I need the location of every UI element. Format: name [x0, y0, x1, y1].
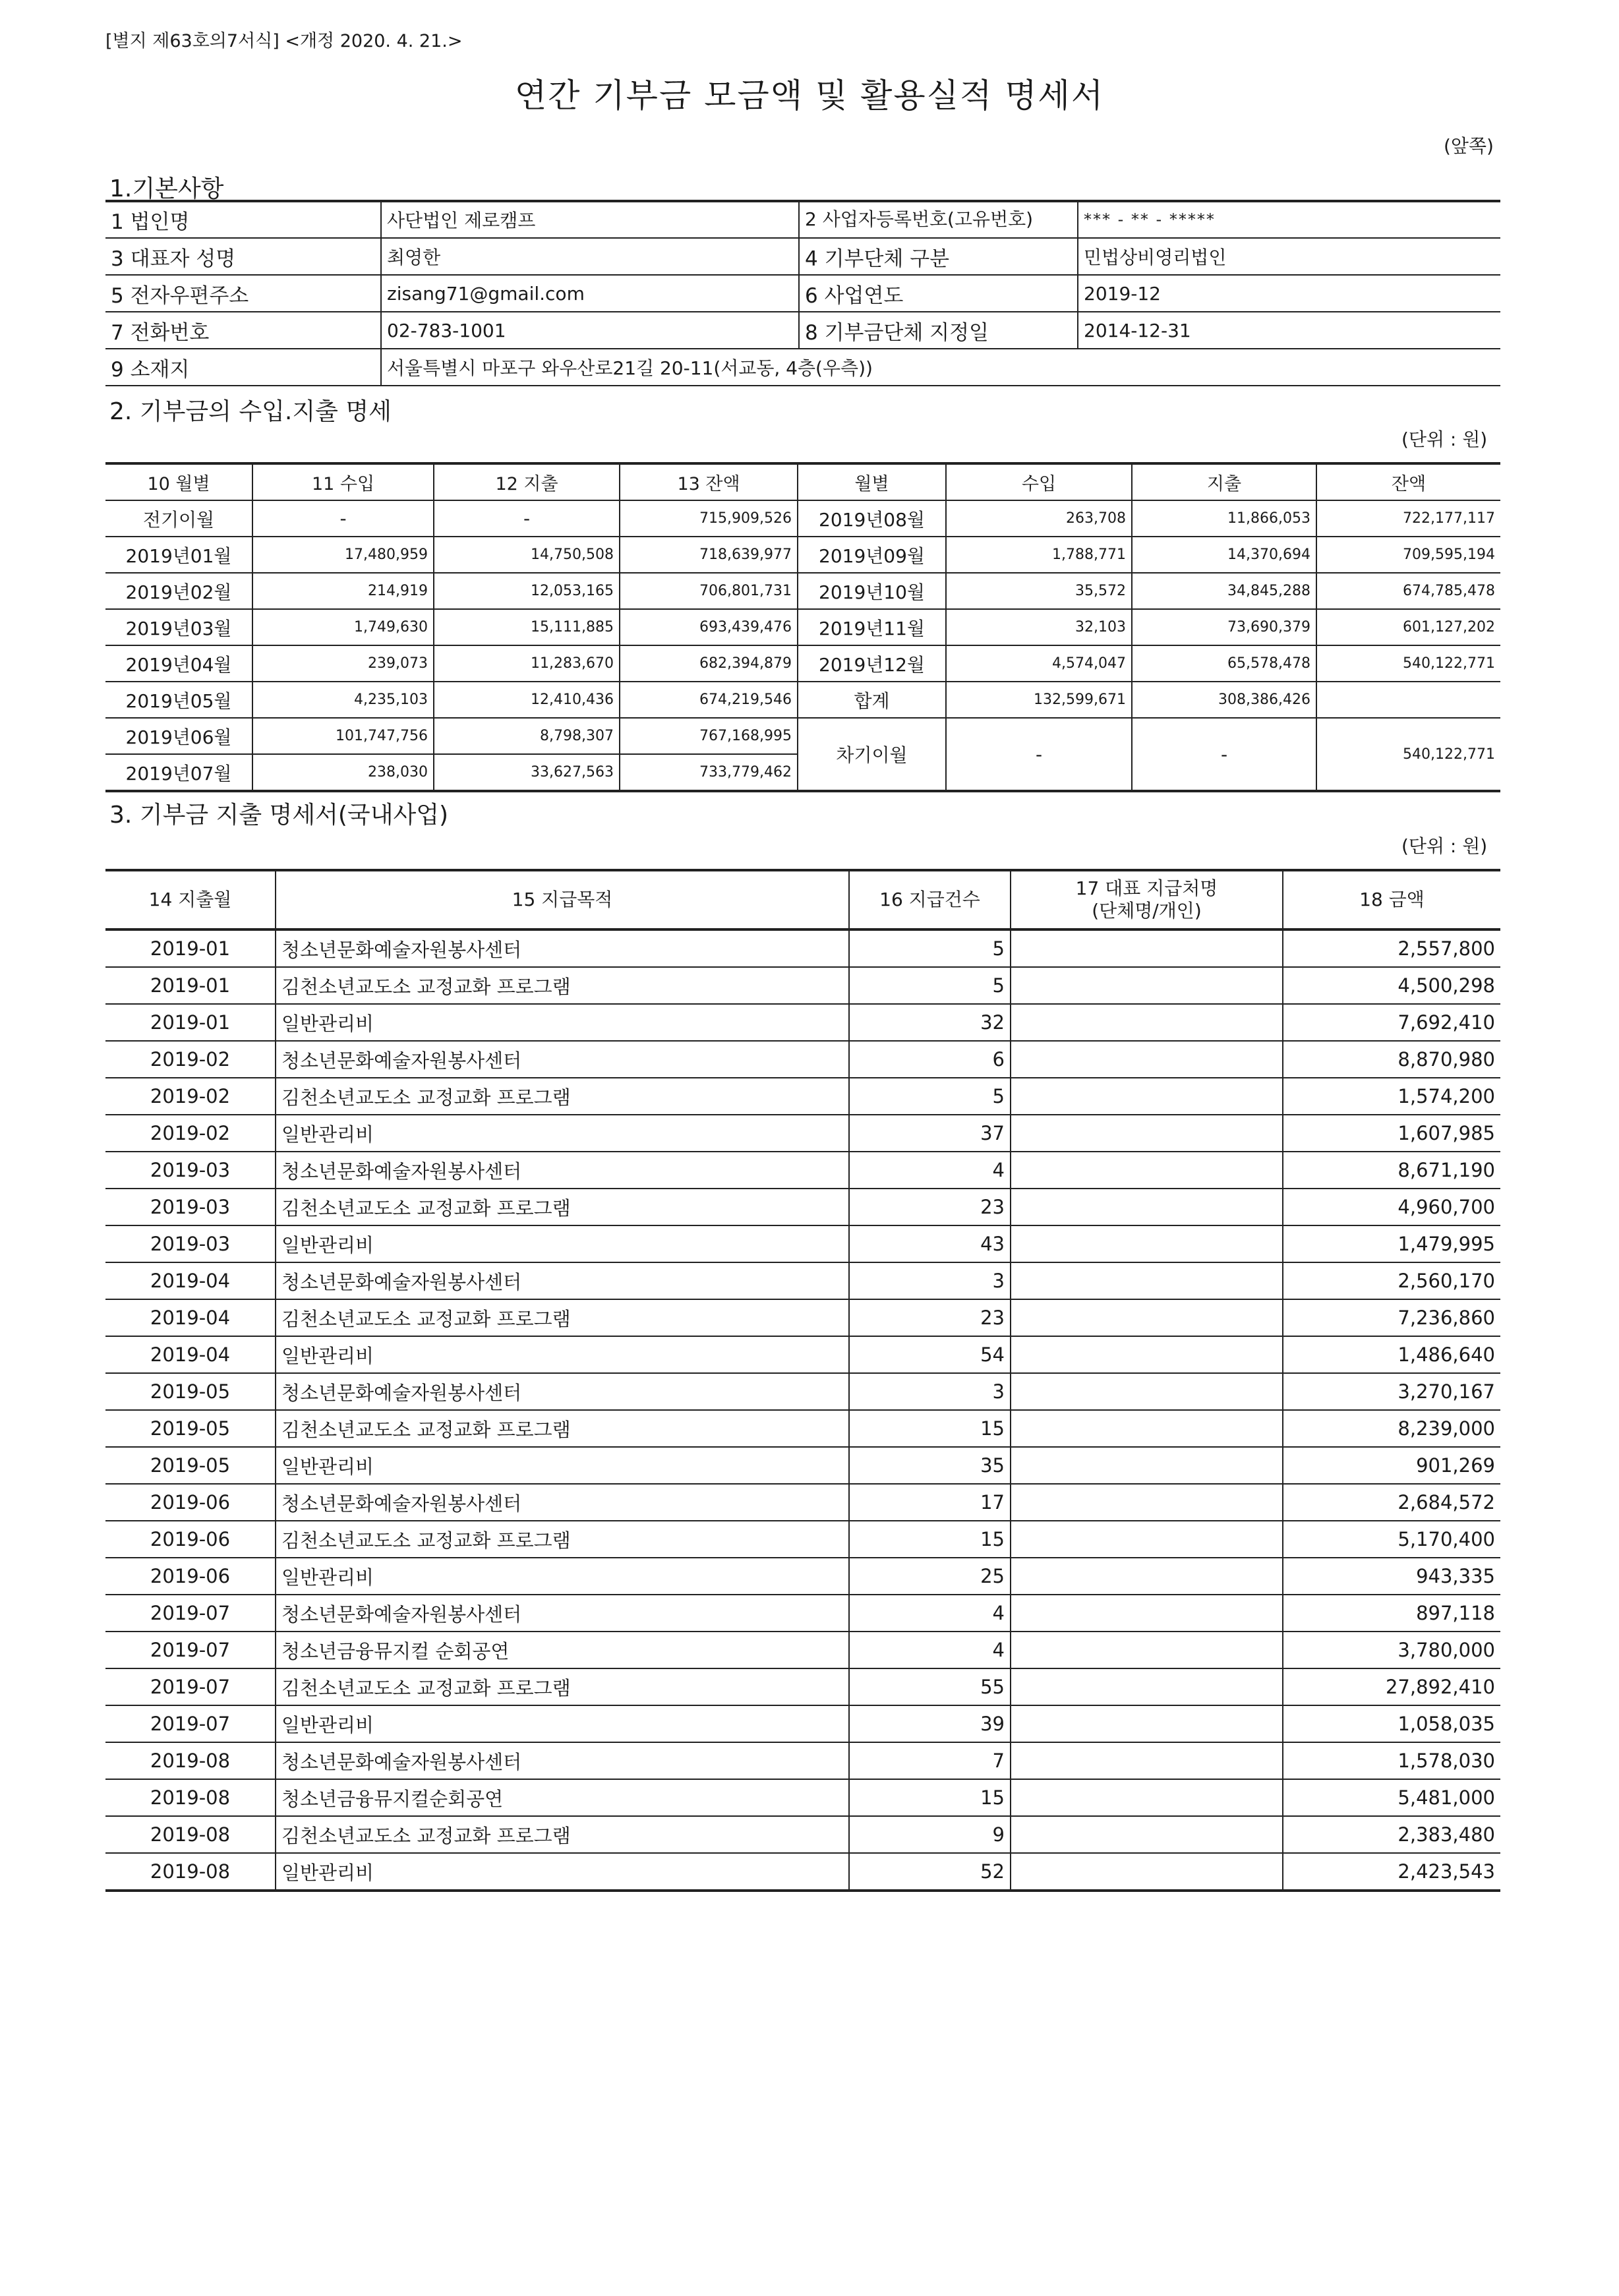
month-cell: 2019년04월	[105, 645, 252, 682]
month-cell: 2019-05	[105, 1447, 276, 1484]
address-label: 9 소재지	[105, 349, 381, 386]
table-row	[105, 1853, 1500, 1891]
payee-cell	[1011, 1447, 1283, 1484]
income-cell: 263,708	[946, 500, 1132, 537]
amount-cell: 943,335	[1283, 1558, 1500, 1595]
purpose-cell: 일반관리비	[276, 1004, 849, 1041]
payee-cell	[1011, 1779, 1283, 1816]
amount-cell: 7,236,860	[1283, 1299, 1500, 1336]
purpose-cell: 청소년문화예술자원봉사센터	[276, 1373, 849, 1410]
header-cell: 잔액	[1316, 463, 1500, 500]
purpose-cell: 김천소년교도소 교정교화 프로그램	[276, 967, 849, 1004]
count-cell: 5	[849, 967, 1011, 1004]
amount-cell: 4,500,298	[1283, 967, 1500, 1004]
purpose-cell: 김천소년교도소 교정교화 프로그램	[276, 1816, 849, 1853]
header-cell: 14 지출월	[105, 870, 276, 929]
month-cell: 2019-06	[105, 1558, 276, 1595]
balance-cell: 601,127,202	[1316, 609, 1500, 645]
expenditure-header-row	[105, 870, 1500, 929]
month-cell: 2019-05	[105, 1410, 276, 1447]
table-row	[105, 1595, 1500, 1632]
month-cell: 2019-04	[105, 1336, 276, 1373]
payee-cell	[1011, 929, 1283, 967]
month-cell: 전기이월	[105, 500, 252, 537]
payee-cell	[1011, 1484, 1283, 1521]
month-cell: 2019-08	[105, 1853, 276, 1891]
amount-cell: 8,239,000	[1283, 1410, 1500, 1447]
section3-title: 3. 기부금 지출 명세서(국내사업)	[109, 802, 449, 829]
month-cell: 2019-08	[105, 1816, 276, 1853]
corp-name-value: 사단법인 제로캠프	[381, 202, 799, 238]
payee-cell	[1011, 1816, 1283, 1853]
purpose-cell: 청소년문화예술자원봉사센터	[276, 1742, 849, 1779]
table-row	[105, 500, 1500, 537]
table-row	[105, 1632, 1500, 1668]
purpose-cell: 김천소년교도소 교정교화 프로그램	[276, 1189, 849, 1225]
income-cell: 239,073	[252, 645, 434, 682]
income-header-row	[105, 463, 1500, 500]
balance-cell: 540,122,771	[1316, 645, 1500, 682]
count-cell: 35	[849, 1447, 1011, 1484]
purpose-cell: 일반관리비	[276, 1558, 849, 1595]
purpose-cell: 청소년문화예술자원봉사센터	[276, 1262, 849, 1299]
expense-cell: 73,690,379	[1132, 609, 1316, 645]
count-cell: 17	[849, 1484, 1011, 1521]
amount-cell: 901,269	[1283, 1447, 1500, 1484]
month-cell: 2019-01	[105, 929, 276, 967]
payee-cell	[1011, 1041, 1283, 1078]
payee-cell	[1011, 1853, 1283, 1891]
table-row	[105, 929, 1500, 967]
income-total-cell: 132,599,671	[946, 682, 1132, 718]
purpose-cell: 일반관리비	[276, 1705, 849, 1742]
address-value: 서울특별시 마포구 와우산로21길 20-11(서교동, 4층(우측))	[381, 349, 1500, 386]
header-cell: 13 잔액	[620, 463, 798, 500]
income-cell: 4,574,047	[946, 645, 1132, 682]
table-row	[105, 718, 1500, 754]
expense-cell: 12,410,436	[434, 682, 620, 718]
expense-cell: 8,798,307	[434, 718, 620, 754]
amount-cell: 2,560,170	[1283, 1262, 1500, 1299]
table-row	[105, 1521, 1500, 1558]
basic-row	[105, 238, 1500, 275]
table-row	[105, 1742, 1500, 1779]
month-cell: 2019-05	[105, 1373, 276, 1410]
purpose-cell: 청소년문화예술자원봉사센터	[276, 1484, 849, 1521]
balance-cell: 706,801,731	[620, 573, 798, 609]
month-cell: 2019년12월	[798, 645, 946, 682]
header-cell: 지출	[1132, 463, 1316, 500]
purpose-cell: 청소년금융뮤지컬 순회공연	[276, 1632, 849, 1668]
count-cell: 9	[849, 1816, 1011, 1853]
count-cell: 3	[849, 1373, 1011, 1410]
amount-cell: 1,578,030	[1283, 1742, 1500, 1779]
phone-label: 7 전화번호	[105, 312, 381, 349]
payee-cell	[1011, 1004, 1283, 1041]
month-cell: 2019-07	[105, 1595, 276, 1632]
income-cell: 4,235,103	[252, 682, 434, 718]
table-row	[105, 1410, 1500, 1447]
amount-cell: 1,574,200	[1283, 1078, 1500, 1115]
phone-value: 02-783-1001	[381, 312, 799, 349]
income-cell: -	[252, 500, 434, 537]
table-row	[105, 1115, 1500, 1152]
income-cell: 238,030	[252, 754, 434, 791]
purpose-cell: 일반관리비	[276, 1447, 849, 1484]
expense-cell: 33,627,563	[434, 754, 620, 791]
count-cell: 43	[849, 1225, 1011, 1262]
month-cell: 2019-06	[105, 1484, 276, 1521]
balance-cell: 715,909,526	[620, 500, 798, 537]
month-cell: 2019년09월	[798, 537, 946, 573]
page-title: 연간 기부금 모금액 및 활용실적 명세서	[514, 76, 1105, 115]
expense-cell: 12,053,165	[434, 573, 620, 609]
balance-cell: 767,168,995	[620, 718, 798, 754]
header-cell: 17 대표 지급처명 (단체명/개인)	[1011, 870, 1283, 929]
amount-cell: 8,671,190	[1283, 1152, 1500, 1189]
table-row	[105, 1299, 1500, 1336]
org-type-value: 민법상비영리법인	[1078, 238, 1500, 275]
payee-cell	[1011, 1558, 1283, 1595]
purpose-cell: 김천소년교도소 교정교화 프로그램	[276, 1410, 849, 1447]
section1-title: 1.기본사항	[109, 175, 224, 202]
basic-row	[105, 349, 1500, 386]
month-cell: 2019년10월	[798, 573, 946, 609]
month-cell: 2019-02	[105, 1115, 276, 1152]
expense-cell: -	[434, 500, 620, 537]
payee-cell	[1011, 1521, 1283, 1558]
count-cell: 3	[849, 1262, 1011, 1299]
amount-cell: 1,479,995	[1283, 1225, 1500, 1262]
amount-cell: 5,481,000	[1283, 1779, 1500, 1816]
carry-over-income-cell: -	[946, 718, 1132, 791]
month-cell: 2019년01월	[105, 537, 252, 573]
payee-cell	[1011, 1299, 1283, 1336]
amount-cell: 2,423,543	[1283, 1853, 1500, 1891]
month-cell: 2019-03	[105, 1225, 276, 1262]
header-cell: 수입	[946, 463, 1132, 500]
table-row	[105, 609, 1500, 645]
balance-total-cell	[1316, 682, 1500, 718]
month-cell: 2019년08월	[798, 500, 946, 537]
carry-over-balance-cell: 540,122,771	[1316, 718, 1500, 791]
count-cell: 4	[849, 1152, 1011, 1189]
payee-cell	[1011, 1705, 1283, 1742]
table-row	[105, 1225, 1500, 1262]
payee-cell	[1011, 1410, 1283, 1447]
count-cell: 4	[849, 1632, 1011, 1668]
balance-cell: 674,219,546	[620, 682, 798, 718]
header-cell: 월별	[798, 463, 946, 500]
payee-cell	[1011, 1262, 1283, 1299]
total-label-cell: 합계	[798, 682, 946, 718]
expense-cell: 14,750,508	[434, 537, 620, 573]
amount-cell: 3,270,167	[1283, 1373, 1500, 1410]
table-row	[105, 1373, 1500, 1410]
table-row	[105, 1041, 1500, 1078]
amount-cell: 2,383,480	[1283, 1816, 1500, 1853]
amount-cell: 5,170,400	[1283, 1521, 1500, 1558]
balance-cell: 693,439,476	[620, 609, 798, 645]
purpose-cell: 청소년문화예술자원봉사센터	[276, 1041, 849, 1078]
table-row	[105, 1558, 1500, 1595]
month-cell: 2019-01	[105, 967, 276, 1004]
month-cell: 2019년07월	[105, 754, 252, 791]
table-row	[105, 1668, 1500, 1705]
income-cell: 17,480,959	[252, 537, 434, 573]
month-cell: 2019-02	[105, 1078, 276, 1115]
email-value: zisang71@gmail.com	[381, 275, 799, 312]
amount-cell: 3,780,000	[1283, 1632, 1500, 1668]
month-cell: 2019-01	[105, 1004, 276, 1041]
payee-cell	[1011, 1668, 1283, 1705]
payee-cell	[1011, 1742, 1283, 1779]
page-side-label: (앞쪽)	[1444, 135, 1494, 157]
expense-cell: 15,111,885	[434, 609, 620, 645]
reg-no-label: 2 사업자등록번호(고유번호)	[799, 202, 1078, 238]
month-cell: 2019-03	[105, 1152, 276, 1189]
table-row	[105, 1447, 1500, 1484]
basic-info-table	[105, 202, 1500, 386]
table-row	[105, 645, 1500, 682]
income-cell: 1,749,630	[252, 609, 434, 645]
payee-cell	[1011, 1632, 1283, 1668]
form-number: [별지 제63호의7서식] <개정 2020. 4. 21.>	[105, 31, 463, 51]
amount-cell: 4,960,700	[1283, 1189, 1500, 1225]
purpose-cell: 김천소년교도소 교정교화 프로그램	[276, 1078, 849, 1115]
carry-over-label-cell: 차기이월	[798, 718, 946, 791]
rep-name-value: 최영한	[381, 238, 799, 275]
payee-cell	[1011, 1115, 1283, 1152]
table-row	[105, 1152, 1500, 1189]
purpose-cell: 청소년문화예술자원봉사센터	[276, 1152, 849, 1189]
basic-row	[105, 275, 1500, 312]
count-cell: 23	[849, 1299, 1011, 1336]
expense-cell: 14,370,694	[1132, 537, 1316, 573]
amount-cell: 2,557,800	[1283, 929, 1500, 967]
month-cell: 2019-03	[105, 1189, 276, 1225]
count-cell: 15	[849, 1779, 1011, 1816]
section2-title: 2. 기부금의 수입.지출 명세	[109, 398, 392, 425]
month-cell: 2019-08	[105, 1779, 276, 1816]
month-cell: 2019-07	[105, 1705, 276, 1742]
amount-cell: 8,870,980	[1283, 1041, 1500, 1078]
balance-cell: 674,785,478	[1316, 573, 1500, 609]
payee-cell	[1011, 1152, 1283, 1189]
section3-unit: (단위 : 원)	[1401, 835, 1488, 857]
payee-cell	[1011, 1336, 1283, 1373]
table-row	[105, 1336, 1500, 1373]
count-cell: 23	[849, 1189, 1011, 1225]
table-row	[105, 1779, 1500, 1816]
month-cell: 2019년03월	[105, 609, 252, 645]
amount-cell: 897,118	[1283, 1595, 1500, 1632]
purpose-cell: 청소년문화예술자원봉사센터	[276, 1595, 849, 1632]
basic-row	[105, 202, 1500, 238]
table-row	[105, 1078, 1500, 1115]
section2-unit: (단위 : 원)	[1401, 428, 1488, 450]
expense-total-cell: 308,386,426	[1132, 682, 1316, 718]
count-cell: 55	[849, 1668, 1011, 1705]
org-type-label: 4 기부단체 구분	[799, 238, 1078, 275]
count-cell: 4	[849, 1595, 1011, 1632]
payee-cell	[1011, 1373, 1283, 1410]
count-cell: 37	[849, 1115, 1011, 1152]
expense-cell: 34,845,288	[1132, 573, 1316, 609]
income-cell: 101,747,756	[252, 718, 434, 754]
payee-cell	[1011, 1078, 1283, 1115]
count-cell: 15	[849, 1410, 1011, 1447]
expenditure-table	[105, 869, 1500, 1892]
month-cell: 2019-08	[105, 1742, 276, 1779]
carry-over-expense-cell: -	[1132, 718, 1316, 791]
purpose-cell: 일반관리비	[276, 1115, 849, 1152]
month-cell: 2019-04	[105, 1262, 276, 1299]
month-cell: 2019년11월	[798, 609, 946, 645]
reg-no-value: *** - ** - *****	[1078, 202, 1500, 238]
purpose-cell: 청소년금융뮤지컬순회공연	[276, 1779, 849, 1816]
header-cell: 11 수입	[252, 463, 434, 500]
designated-date-label: 8 기부금단체 지정일	[799, 312, 1078, 349]
table-row	[105, 537, 1500, 573]
amount-cell: 1,058,035	[1283, 1705, 1500, 1742]
count-cell: 5	[849, 1078, 1011, 1115]
table-row	[105, 1705, 1500, 1742]
purpose-cell: 청소년문화예술자원봉사센터	[276, 929, 849, 967]
designated-date-value: 2014-12-31	[1078, 312, 1500, 349]
month-cell: 2019-04	[105, 1299, 276, 1336]
balance-cell: 709,595,194	[1316, 537, 1500, 573]
basic-row	[105, 312, 1500, 349]
month-cell: 2019년05월	[105, 682, 252, 718]
amount-cell: 1,607,985	[1283, 1115, 1500, 1152]
purpose-cell: 김천소년교도소 교정교화 프로그램	[276, 1521, 849, 1558]
month-cell: 2019-02	[105, 1041, 276, 1078]
payee-cell	[1011, 1189, 1283, 1225]
header-cell: 10 월별	[105, 463, 252, 500]
count-cell: 15	[849, 1521, 1011, 1558]
income-cell: 32,103	[946, 609, 1132, 645]
purpose-cell: 김천소년교도소 교정교화 프로그램	[276, 1668, 849, 1705]
balance-cell: 718,639,977	[620, 537, 798, 573]
corp-name-label: 1 법인명	[105, 202, 381, 238]
balance-cell: 722,177,117	[1316, 500, 1500, 537]
amount-cell: 27,892,410	[1283, 1668, 1500, 1705]
month-cell: 2019-07	[105, 1668, 276, 1705]
rep-name-label: 3 대표자 성명	[105, 238, 381, 275]
purpose-cell: 김천소년교도소 교정교화 프로그램	[276, 1299, 849, 1336]
month-cell: 2019년06월	[105, 718, 252, 754]
biz-year-value: 2019-12	[1078, 275, 1500, 312]
count-cell: 6	[849, 1041, 1011, 1078]
income-cell: 214,919	[252, 573, 434, 609]
income-cell: 35,572	[946, 573, 1132, 609]
table-row	[105, 1816, 1500, 1853]
header-cell: 15 지급목적	[276, 870, 849, 929]
biz-year-label: 6 사업연도	[799, 275, 1078, 312]
table-row	[105, 1484, 1500, 1521]
balance-cell: 733,779,462	[620, 754, 798, 791]
expense-cell: 11,283,670	[434, 645, 620, 682]
header-cell: 16 지급건수	[849, 870, 1011, 929]
month-cell: 2019년02월	[105, 573, 252, 609]
income-cell: 1,788,771	[946, 537, 1132, 573]
month-cell: 2019-06	[105, 1521, 276, 1558]
expense-cell: 11,866,053	[1132, 500, 1316, 537]
payee-cell	[1011, 1595, 1283, 1632]
purpose-cell: 일반관리비	[276, 1853, 849, 1891]
payee-cell	[1011, 967, 1283, 1004]
count-cell: 54	[849, 1336, 1011, 1373]
count-cell: 32	[849, 1004, 1011, 1041]
table-row	[105, 573, 1500, 609]
amount-cell: 1,486,640	[1283, 1336, 1500, 1373]
table-row	[105, 1189, 1500, 1225]
expense-cell: 65,578,478	[1132, 645, 1316, 682]
table-row	[105, 967, 1500, 1004]
header-cell: 18 금액	[1283, 870, 1500, 929]
purpose-cell: 일반관리비	[276, 1336, 849, 1373]
header-cell: 12 지출	[434, 463, 620, 500]
income-expense-table	[105, 462, 1500, 792]
amount-cell: 2,684,572	[1283, 1484, 1500, 1521]
count-cell: 7	[849, 1742, 1011, 1779]
balance-cell: 682,394,879	[620, 645, 798, 682]
table-row	[105, 1262, 1500, 1299]
purpose-cell: 일반관리비	[276, 1225, 849, 1262]
month-cell: 2019-07	[105, 1632, 276, 1668]
count-cell: 5	[849, 929, 1011, 967]
count-cell: 39	[849, 1705, 1011, 1742]
count-cell: 25	[849, 1558, 1011, 1595]
amount-cell: 7,692,410	[1283, 1004, 1500, 1041]
count-cell: 52	[849, 1853, 1011, 1891]
table-row	[105, 682, 1500, 718]
table-row	[105, 1004, 1500, 1041]
email-label: 5 전자우편주소	[105, 275, 381, 312]
payee-cell	[1011, 1225, 1283, 1262]
